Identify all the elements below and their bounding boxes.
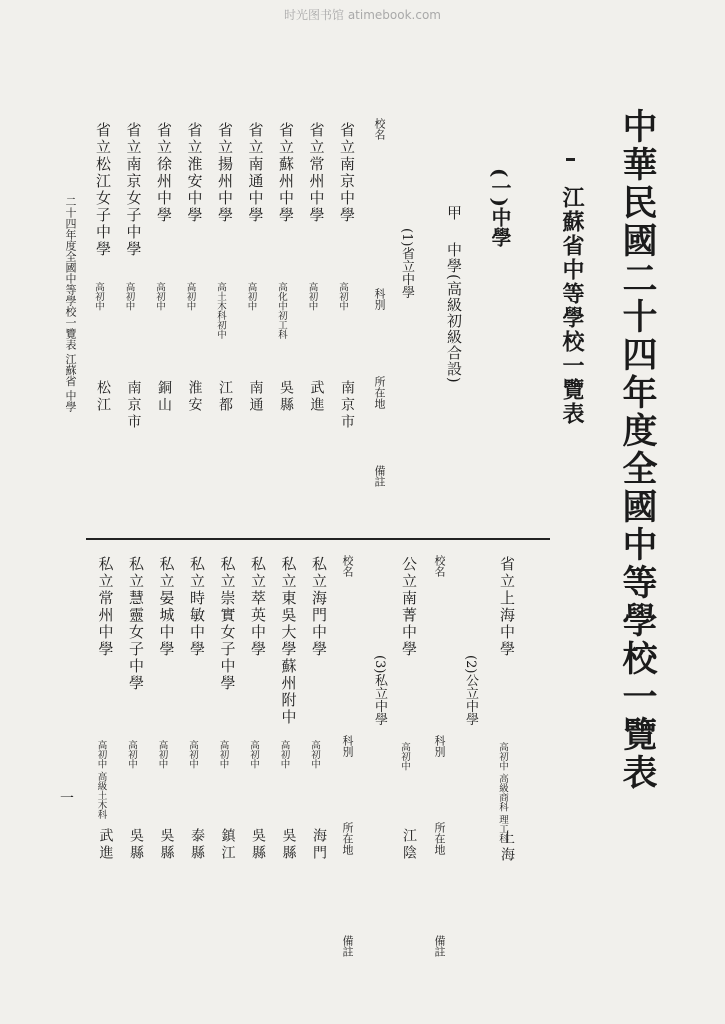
header-remarks: 備註 <box>433 935 446 957</box>
school-grade: 高初中 <box>154 282 165 311</box>
school-grade: 高初中 <box>278 740 290 769</box>
school-location: 鎮江 <box>219 828 236 862</box>
header-name: 校名 <box>341 555 354 577</box>
school-location: 江都 <box>217 380 233 414</box>
header-remarks: 備註 <box>341 935 354 957</box>
school-name: 私立晏城中學 <box>157 556 176 658</box>
school-name: 私立時敏中學 <box>188 556 206 658</box>
school-grade: 高初中 <box>156 740 168 769</box>
school-location: 武進 <box>97 828 114 862</box>
school-grade: 高初中 <box>126 740 137 769</box>
school-location: 海門 <box>311 828 327 862</box>
school-grade: 高初中 <box>187 740 198 769</box>
group-title-private: (3)私立中學 <box>372 655 387 726</box>
page-footer: 二十四年度全國中等學校一覽表 江蘇省 中學 <box>64 196 77 412</box>
school-name: 公立南菁中學 <box>400 556 418 658</box>
header-location: 所在地 <box>373 376 386 409</box>
school-grade: 高初中 <box>248 740 259 769</box>
header-remarks: 備註 <box>373 465 386 487</box>
header-grade: 科別 <box>341 735 354 757</box>
page-divider <box>86 538 550 540</box>
school-name: 省立南京女子中學 <box>124 122 143 258</box>
school-grade: 高初中 <box>399 742 410 771</box>
school-location: 松江 <box>95 380 111 414</box>
school-location: 南通 <box>247 380 264 414</box>
header-grade: 科別 <box>373 288 386 310</box>
header-location: 所在地 <box>341 822 354 855</box>
school-location: 上海 <box>499 830 515 864</box>
school-location: 南京市 <box>339 380 355 431</box>
school-name: 私立萃英中學 <box>249 556 267 658</box>
school-name: 私立慧靈女子中學 <box>127 556 145 692</box>
school-name: 省立徐州中學 <box>155 122 173 224</box>
school-grade: 高初中 <box>93 282 104 311</box>
school-name: 省立松江女子中學 <box>94 122 112 258</box>
subsection-title: (一)中學 <box>488 168 512 247</box>
school-grade: 高初中 <box>306 282 318 311</box>
school-location: 淮安 <box>186 380 203 414</box>
school-name: 私立海門中學 <box>310 556 328 658</box>
school-grade: 高初中 <box>245 282 257 311</box>
school-location: 吳縣 <box>280 828 297 862</box>
school-grade: 高初中 <box>184 282 196 311</box>
school-location: 銅山 <box>156 380 172 414</box>
header-grade: 科別 <box>433 735 446 757</box>
school-name: 省立南京中學 <box>338 122 356 224</box>
school-name: 省立揚州中學 <box>216 122 234 224</box>
group-title-provincial: (1)省立中學 <box>399 228 414 299</box>
school-grade: 高土木科初中 <box>215 282 226 339</box>
school-name: 省立常州中學 <box>307 122 326 224</box>
school-location: 吳縣 <box>278 380 294 414</box>
group-title-public: (2)公立中學 <box>463 655 478 726</box>
school-location: 江陰 <box>401 828 417 862</box>
school-name: 私立東吳大學蘇州附中 <box>279 556 298 726</box>
school-name: 省立南通中學 <box>246 122 265 224</box>
school-location: 南京市 <box>125 380 142 431</box>
page-main-title: 中華民國二十四年度全國中等學校一覽表 <box>617 108 658 792</box>
school-grade: 高初中 高級商科 理工科 <box>497 742 508 844</box>
section-title: 江蘇省中等學校一覽表 <box>559 186 585 426</box>
school-grade: 高初中 <box>337 282 348 311</box>
category-mark: 甲 <box>445 205 463 221</box>
school-grade: 高初中 <box>309 740 320 769</box>
header-name: 校名 <box>433 555 446 577</box>
school-name: 省立蘇州中學 <box>277 122 295 224</box>
page-number: 一 <box>60 791 74 807</box>
school-grade: 高化中初工科 <box>276 282 287 339</box>
school-grade: 高初中 <box>123 282 135 311</box>
header-name: 校名 <box>373 118 386 140</box>
school-grade: 高初中 <box>217 740 229 769</box>
category-title: 中學(高級初級合設) <box>445 242 463 384</box>
watermark: 时光图书馆 atimebook.com <box>284 8 441 22</box>
school-location: 武進 <box>308 380 325 414</box>
school-name: 私立常州中學 <box>96 556 115 658</box>
school-location: 吳縣 <box>250 828 266 862</box>
school-location: 吳縣 <box>128 828 144 862</box>
header-location: 所在地 <box>433 822 446 855</box>
school-name: 省立上海中學 <box>498 556 516 658</box>
school-grade: 高初中 高級土木科 <box>95 740 107 820</box>
section-dash-mark <box>566 158 575 161</box>
school-location: 泰縣 <box>189 828 205 862</box>
school-name: 省立淮安中學 <box>185 122 204 224</box>
school-name: 私立崇實女子中學 <box>218 556 237 692</box>
school-location: 吳縣 <box>158 828 175 862</box>
